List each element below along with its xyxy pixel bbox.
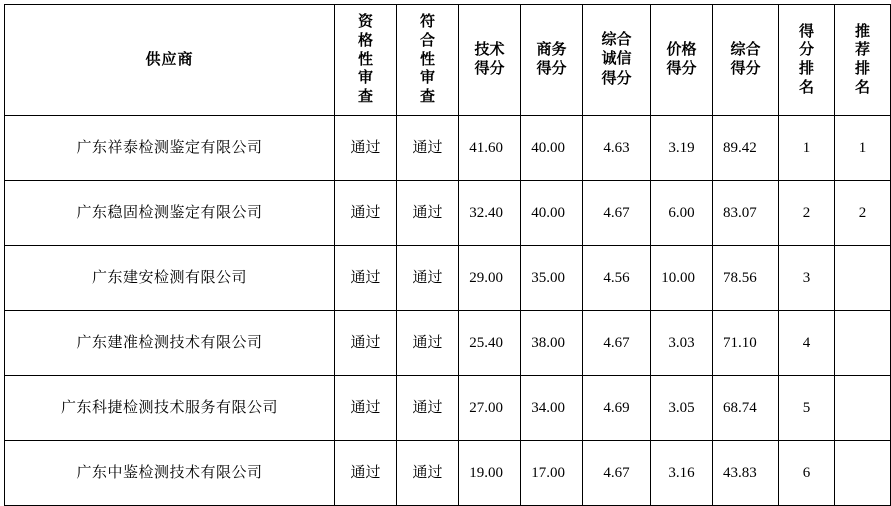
cell-recommend-rank: 2 [835,181,891,246]
value-business: 38.00 [531,334,565,351]
cell-business [521,181,583,246]
table-row [5,311,891,376]
value-total: 78.56 [723,269,757,286]
table-row [5,116,891,181]
cell-business [521,376,583,441]
value-credit: 4.56 [603,269,630,286]
cell-technical [459,181,521,246]
table-header-row [5,5,891,116]
column-header-total [713,5,779,116]
value-technical: 25.40 [469,334,503,351]
cell-score-rank: 3 [779,246,835,311]
cell-qualification: 通过 [335,441,397,506]
value-price: 10.00 [661,269,695,286]
cell-price [651,311,713,376]
cell-business [521,116,583,181]
cell-qualification: 通过 [335,181,397,246]
value-total: 83.07 [723,204,757,221]
value-total: 89.42 [723,139,757,156]
cell-technical [459,376,521,441]
cell-credit [583,181,651,246]
column-header-technical-label: 技术得分 [474,41,505,77]
cell-qualification: 通过 [335,116,397,181]
column-header-qualification [335,5,397,116]
cell-score-rank: 2 [779,181,835,246]
cell-compliance: 通过 [397,311,459,376]
column-header-total-label: 综合得分 [730,41,761,77]
value-price: 3.19 [668,139,695,156]
column-header-compliance [397,5,459,116]
value-total: 68.74 [723,399,757,416]
cell-technical [459,246,521,311]
cell-credit [583,246,651,311]
cell-compliance: 通过 [397,116,459,181]
cell-price [651,181,713,246]
cell-total [713,311,779,376]
table-body [5,116,891,506]
value-total: 71.10 [723,334,757,351]
table-row [5,246,891,311]
value-business: 17.00 [531,464,565,481]
cell-credit [583,441,651,506]
value-credit: 4.67 [603,464,630,481]
cell-price [651,116,713,181]
table-header [5,5,891,116]
value-price: 3.03 [668,334,695,351]
cell-recommend-rank [835,246,891,311]
column-header-technical [459,5,521,116]
cell-price [651,441,713,506]
cell-supplier: 广东科捷检测技术服务有限公司 [5,376,335,441]
cell-credit [583,116,651,181]
cell-supplier: 广东建准检测技术有限公司 [5,311,335,376]
value-credit: 4.63 [603,139,630,156]
cell-recommend-rank [835,441,891,506]
value-price: 3.16 [668,464,695,481]
table-row [5,441,891,506]
column-header-compliance-label: 符合性审查 [419,14,435,106]
column-header-score-rank [779,5,835,116]
cell-compliance: 通过 [397,181,459,246]
cell-score-rank: 1 [779,116,835,181]
cell-supplier: 广东稳固检测鉴定有限公司 [5,181,335,246]
cell-supplier: 广东祥泰检测鉴定有限公司 [5,116,335,181]
cell-price [651,376,713,441]
value-price: 3.05 [668,399,695,416]
cell-credit [583,311,651,376]
cell-recommend-rank [835,376,891,441]
value-technical: 19.00 [469,464,503,481]
column-header-business-label: 商务得分 [536,41,567,77]
cell-score-rank: 5 [779,376,835,441]
value-business: 35.00 [531,269,565,286]
cell-business [521,311,583,376]
value-business: 40.00 [531,204,565,221]
column-header-price [651,5,713,116]
cell-score-rank: 6 [779,441,835,506]
cell-total [713,246,779,311]
cell-total [713,376,779,441]
cell-price [651,246,713,311]
column-header-credit-label: 综合诚信得分 [601,31,632,87]
cell-total [713,181,779,246]
column-header-recommend-rank [835,5,891,116]
cell-business [521,246,583,311]
value-credit: 4.67 [603,334,630,351]
cell-total [713,441,779,506]
table-row [5,181,891,246]
value-technical: 41.60 [469,139,503,156]
cell-technical [459,441,521,506]
value-credit: 4.69 [603,399,630,416]
cell-supplier: 广东中鉴检测技术有限公司 [5,441,335,506]
cell-credit [583,376,651,441]
cell-compliance: 通过 [397,441,459,506]
cell-technical [459,311,521,376]
cell-qualification: 通过 [335,376,397,441]
column-header-qualification-label: 资格性审查 [357,14,373,106]
cell-technical [459,116,521,181]
cell-qualification: 通过 [335,311,397,376]
cell-business [521,441,583,506]
value-technical: 29.00 [469,269,503,286]
column-header-price-label: 价格得分 [666,41,697,77]
column-header-business [521,5,583,116]
value-credit: 4.67 [603,204,630,221]
table-row [5,376,891,441]
column-header-score-rank-label: 得分排名 [798,23,814,96]
value-business: 40.00 [531,139,565,156]
column-header-supplier: 供应商 [5,5,335,116]
column-header-credit [583,5,651,116]
cell-score-rank: 4 [779,311,835,376]
cell-compliance: 通过 [397,246,459,311]
value-total: 43.83 [723,464,757,481]
column-header-recommend-rank-label: 推荐排名 [854,23,870,96]
cell-recommend-rank [835,311,891,376]
cell-compliance: 通过 [397,376,459,441]
evaluation-score-table [4,4,891,506]
cell-recommend-rank: 1 [835,116,891,181]
value-technical: 32.40 [469,204,503,221]
value-business: 34.00 [531,399,565,416]
cell-total [713,116,779,181]
cell-supplier: 广东建安检测有限公司 [5,246,335,311]
cell-qualification: 通过 [335,246,397,311]
value-price: 6.00 [668,204,695,221]
value-technical: 27.00 [469,399,503,416]
